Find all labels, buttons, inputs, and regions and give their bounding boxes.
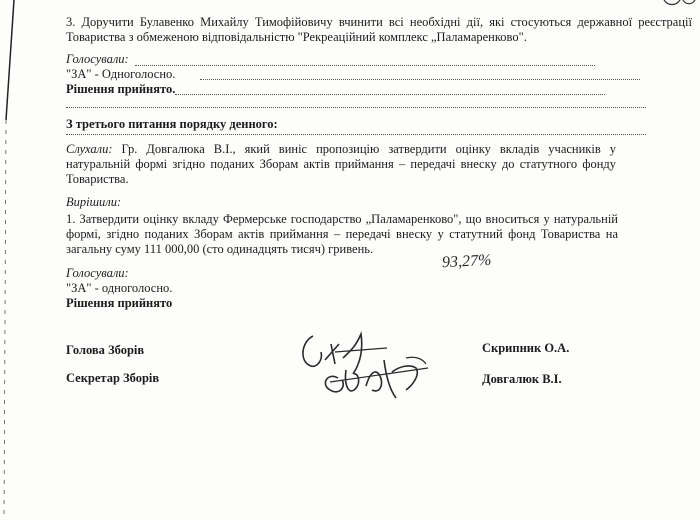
secretary-name: Довгалюк В.І. — [482, 372, 562, 386]
decided-label: Вирішили: — [66, 195, 122, 209]
dotted-rule — [66, 134, 646, 135]
item-3-text: 3. Доручити Булавенко Михайлу Тимофійовичу вчинити всі необхідні дії, які стосуються державної реєстрації Товариства з обмеженою відповідальністю "Рекреаційний комплекс „Паламаренково". — [66, 15, 692, 44]
decided-text: 1. Затвердити оцінку вкладу Фермерське господарство „Паламаренково", що вноситься у натуральній формі, згідно поданих Зборам актів приймання – передачі внеску у статутний фонд Товариства на загальну суму 111 000,00 (сто одинадцять тисяч) гривень. — [66, 212, 618, 256]
vote-1-label: Голосували: — [66, 52, 129, 66]
vote-1-result: "ЗА" - Одноголосно. — [66, 67, 176, 81]
chair-name: Скрипник О.А. — [482, 341, 570, 355]
dotted-rule — [200, 79, 640, 80]
heard-paragraph — [66, 142, 616, 187]
vote-2-result: "ЗА" - одноголосно. — [66, 281, 173, 295]
chair-title: Голова Зборів — [66, 343, 145, 357]
vote-2-label: Голосували: — [66, 266, 129, 280]
vote-2-decision: Рішення прийнято — [66, 296, 173, 310]
heard-text: Гр. Довгалюка В.І., який виніс пропозицію затвердити оцінку вкладів учасників у натуральній формі згідно поданих Зборам актів приймання – передачі внеску до статутного фонду Товариства. — [66, 142, 616, 186]
handwritten-percent: 93,27% — [441, 251, 492, 272]
heard-label: Слухали: — [66, 142, 113, 156]
vote-1-decision: Рішення прийнято. — [66, 82, 176, 96]
dotted-rule — [175, 94, 605, 95]
dotted-rule — [135, 65, 595, 66]
secretary-signature — [310, 350, 440, 410]
dotted-rule — [66, 107, 646, 108]
secretary-title: Секретар Зборів — [66, 371, 160, 385]
section-header: З третього питання порядку денного: — [66, 117, 278, 131]
